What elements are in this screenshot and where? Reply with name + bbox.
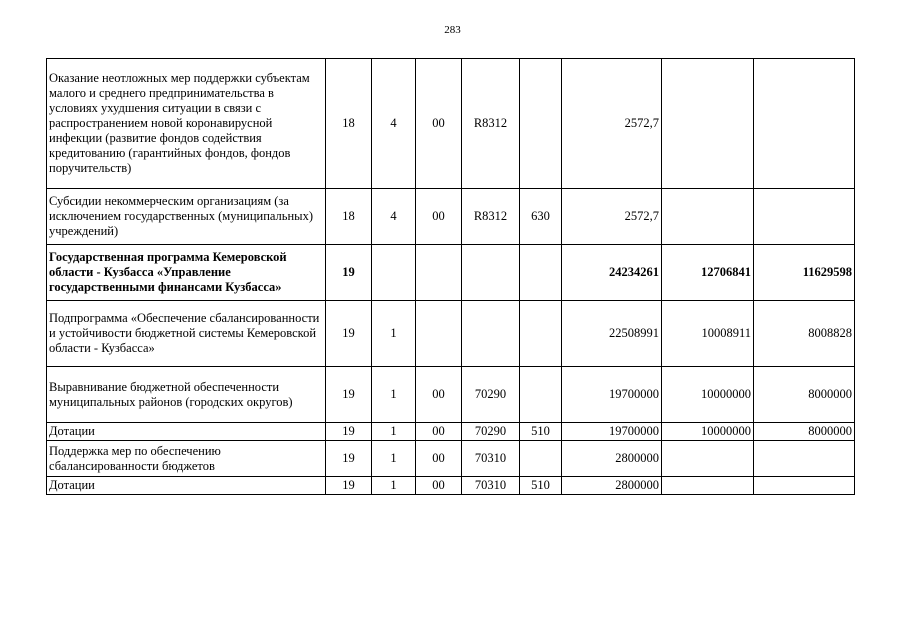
expense-type-code: 510 — [520, 423, 562, 441]
amount-year-3: 8000000 — [754, 423, 855, 441]
direction-code: 00 — [416, 367, 462, 423]
row-name: Оказание неотложных мер поддержки субъектам малого и среднего предпринимательства в условиях ухудшения ситуации в связи с распространением новой коронавирусной инфекции (развитие фондов содействия кредитованию (гарантийных фондов, фондов поручительств) — [47, 59, 326, 189]
amount-year-2 — [662, 441, 754, 477]
table-row — [47, 367, 855, 423]
amount-year-2 — [662, 59, 754, 189]
row-name: Государственная программа Кемеровской области - Кузбасса «Управление государственными финансами Кузбасса» — [47, 245, 326, 301]
amount-year-1: 2572,7 — [562, 59, 662, 189]
program-code: 19 — [326, 367, 372, 423]
table-row — [47, 189, 855, 245]
program-code: 19 — [326, 441, 372, 477]
direction-code: 00 — [416, 189, 462, 245]
table-row — [47, 59, 855, 189]
subprogram-code: 1 — [372, 441, 416, 477]
row-name: Дотации — [47, 477, 326, 495]
direction-code: 00 — [416, 423, 462, 441]
amount-year-2: 10008911 — [662, 301, 754, 367]
direction-code: 00 — [416, 59, 462, 189]
expense-type-code — [520, 367, 562, 423]
amount-year-1: 2572,7 — [562, 189, 662, 245]
row-name: Поддержка мер по обеспечению сбалансированности бюджетов — [47, 441, 326, 477]
subprogram-code: 4 — [372, 59, 416, 189]
direction-code: 00 — [416, 441, 462, 477]
program-code: 19 — [326, 301, 372, 367]
table-row — [47, 477, 855, 495]
expense-type-code — [520, 59, 562, 189]
amount-year-1: 19700000 — [562, 423, 662, 441]
amount-year-3 — [754, 59, 855, 189]
expense-code: 70290 — [462, 367, 520, 423]
subprogram-code: 1 — [372, 301, 416, 367]
amount-year-3: 8008828 — [754, 301, 855, 367]
direction-code — [416, 245, 462, 301]
page-number: 283 — [444, 24, 461, 36]
subprogram-code: 1 — [372, 367, 416, 423]
expense-type-code: 510 — [520, 477, 562, 495]
subprogram-code — [372, 245, 416, 301]
table-row — [47, 441, 855, 477]
program-code: 19 — [326, 245, 372, 301]
direction-code — [416, 301, 462, 367]
amount-year-3: 8000000 — [754, 367, 855, 423]
program-code: 19 — [326, 423, 372, 441]
table-row — [47, 245, 855, 301]
direction-code: 00 — [416, 477, 462, 495]
expense-code: R8312 — [462, 189, 520, 245]
amount-year-2: 10000000 — [662, 367, 754, 423]
expense-code: 70310 — [462, 441, 520, 477]
expense-type-code — [520, 441, 562, 477]
row-name: Субсидии некоммерческим организациям (за исключением государственных (муниципальных) учреждений) — [47, 189, 326, 245]
program-code: 18 — [326, 59, 372, 189]
table-row — [47, 423, 855, 441]
expense-code: R8312 — [462, 59, 520, 189]
subprogram-code: 4 — [372, 189, 416, 245]
amount-year-2 — [662, 189, 754, 245]
amount-year-2: 10000000 — [662, 423, 754, 441]
amount-year-3 — [754, 441, 855, 477]
amount-year-1: 2800000 — [562, 477, 662, 495]
subprogram-code: 1 — [372, 477, 416, 495]
expense-type-code — [520, 301, 562, 367]
subprogram-code: 1 — [372, 423, 416, 441]
amount-year-2 — [662, 477, 754, 495]
table-row — [47, 301, 855, 367]
expense-code: 70290 — [462, 423, 520, 441]
amount-year-2: 12706841 — [662, 245, 754, 301]
row-name: Дотации — [47, 423, 326, 441]
budget-table — [46, 58, 855, 495]
program-code: 18 — [326, 189, 372, 245]
row-name: Подпрограмма «Обеспечение сбалансированности и устойчивости бюджетной системы Кемеровской области - Кузбасса» — [47, 301, 326, 367]
amount-year-3 — [754, 477, 855, 495]
amount-year-3 — [754, 189, 855, 245]
row-name: Выравнивание бюджетной обеспеченности муниципальных районов (городских округов) — [47, 367, 326, 423]
expense-code — [462, 245, 520, 301]
expense-code — [462, 301, 520, 367]
amount-year-1: 19700000 — [562, 367, 662, 423]
amount-year-1: 2800000 — [562, 441, 662, 477]
expense-code: 70310 — [462, 477, 520, 495]
amount-year-1: 24234261 — [562, 245, 662, 301]
expense-type-code — [520, 245, 562, 301]
program-code: 19 — [326, 477, 372, 495]
amount-year-1: 22508991 — [562, 301, 662, 367]
amount-year-3: 11629598 — [754, 245, 855, 301]
expense-type-code: 630 — [520, 189, 562, 245]
